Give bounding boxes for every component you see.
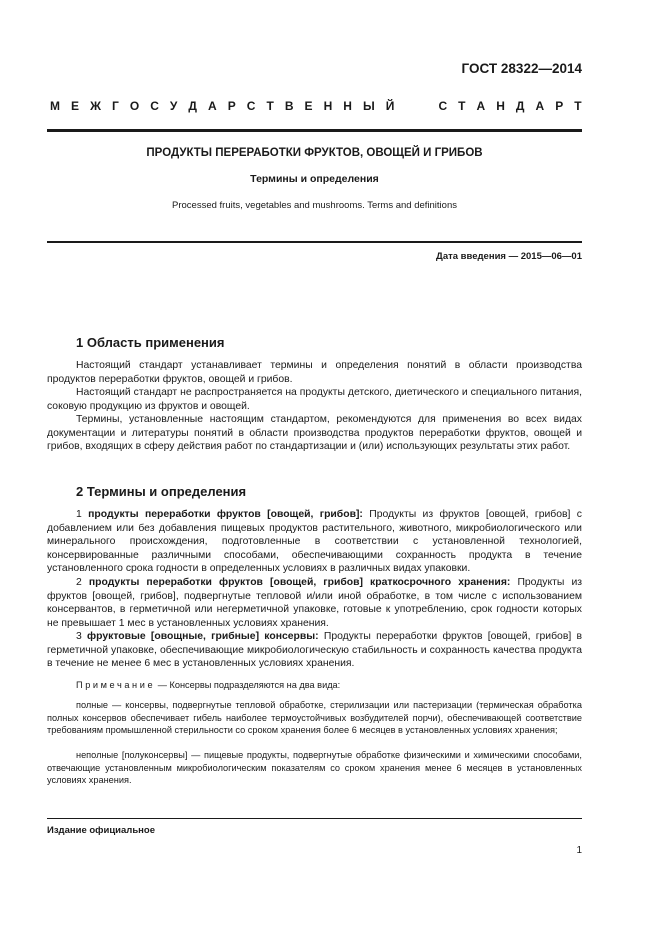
term-3-name: фруктовые [овощные, грибные] консервы:: [87, 631, 319, 642]
heading-letter: С: [246, 99, 256, 113]
heading-letter: Д: [515, 99, 525, 113]
term-2: [47, 576, 582, 630]
heading-letter: М: [50, 99, 60, 113]
term-3-definition: Продукты переработки фруктов [овощей, грибов] в герметичной упаковке, обеспечивающие микробиологическую стабильность и сохранность качества продукта в течение не менее 6 мес в установленных условиях хранения.: [47, 631, 583, 670]
term-2-number: 2: [76, 577, 82, 588]
edition-label: Издание официальное: [47, 825, 155, 836]
heading-letter: В: [284, 99, 294, 113]
section-1-heading: 1 Область применения: [76, 335, 225, 350]
heading-letter: Е: [304, 99, 313, 113]
heading-letter: Т: [574, 99, 582, 113]
section-1-paragraph-2: Настоящий стандарт не распространяется на продукты детского, диетического и специального питания, соковую продукцию из фруктов и овощей.: [47, 387, 582, 412]
note-heading: [76, 680, 340, 690]
heading-letter: С: [438, 99, 448, 113]
heading-letter: Н: [323, 99, 333, 113]
document-title: ПРОДУКТЫ ПЕРЕРАБОТКИ ФРУКТОВ, ОВОЩЕЙ И ГРИБОВ: [146, 147, 483, 159]
heading-letter: А: [535, 99, 545, 113]
term-3-number: 3: [76, 631, 82, 642]
introduction-date: Дата введения — 2015—06—01: [436, 251, 582, 262]
heading-letter: О: [129, 99, 140, 113]
heading-letter: А: [207, 99, 217, 113]
heading-letter: У: [169, 99, 178, 113]
header-rule: [47, 129, 582, 132]
document-subtitle: Термины и определения: [250, 173, 379, 185]
heading-letter: Е: [71, 99, 80, 113]
term-2-definition: Продукты из фруктов [овощей, грибов], подвергнутые тепловой и/или иной обработке, в том числе с использованием консервантов, в герметичной или негерметичной упаковке, готовые к употреблению, срок годности которых не превышает 1 мес в установленных условиях хранения.: [47, 577, 583, 629]
section-2-heading: 2 Термины и определения: [76, 484, 247, 499]
title-rule: [47, 241, 582, 243]
heading-letter: Р: [555, 99, 564, 113]
term-2-name: продукты переработки фруктов [овощей, грибов] краткосрочного хранения:: [88, 577, 511, 588]
heading-letter: Т: [458, 99, 466, 113]
note-label: Примечание: [76, 680, 156, 690]
note-intro: — Консервы подразделяются на два вида:: [155, 680, 341, 690]
heading-letter: Д: [188, 99, 197, 113]
section-1-paragraph-1: Настоящий стандарт устанавливает термины и определения понятий в области производства продуктов переработки фруктов, овощей и грибов.: [47, 360, 582, 385]
heading-letter: Р: [227, 99, 236, 113]
standard-type-heading: [50, 99, 582, 113]
heading-letter: Г: [111, 99, 119, 113]
heading-letter: Ж: [90, 99, 101, 113]
term-1-name: продукты переработки фруктов [овощей, грибов]:: [88, 509, 363, 520]
heading-letter: Н: [496, 99, 505, 113]
english-title: Processed fruits, vegetables and mushrooms. Terms and definitions: [172, 200, 457, 211]
note-paragraph-2: неполные [полуконсервы] — пищевые продукты, подвергнутые обработке физическими и химическими способами, отвечающие установленным микробиологическим показателям со сроком хранения менее 6 месяцев в установленных условиях хранения.: [47, 750, 582, 786]
term-1-definition: Продукты из фруктов [овощей, грибов] с добавлением или без добавления пищевых продуктов растительного, животного, микробиологического или минерального происхождения, подготовленные в соответствии с установленной технологией, консервированные различными способами, обеспечивающими сохранность продукта в течение установленного срока годности в определенных условиях в различных видах упаковки.: [47, 509, 582, 575]
note-paragraph-1: полные — консервы, подвергнутые тепловой обработке, стерилизации или пастеризации (термическая обработка полных консервов обеспечивает гибель наиболее термоустойчивых возбудителей порчи), обеспечивающей соответствие требованиям промышленной стерильности со сроком хранения более 6 месяцев в установленных условиях хранения;: [47, 700, 582, 736]
section-1-paragraph-3: Термины, установленные настоящим стандартом, рекомендуются для применения во всех видах документации и литературы понятий в области производства продуктов переработки фруктов, овощей и грибов, входящих в сферу действия работ по стандартизации и (или) использующих результаты этих работ.: [47, 414, 582, 453]
term-1: [47, 508, 582, 576]
footer-rule: [47, 818, 582, 819]
heading-letter: Й: [385, 99, 395, 113]
heading-gap: [405, 99, 427, 113]
term-3: [47, 630, 582, 671]
heading-letter: Ы: [362, 99, 375, 113]
heading-letter: А: [476, 99, 486, 113]
term-1-number: 1: [76, 509, 82, 520]
heading-letter: Т: [266, 99, 274, 113]
heading-letter: С: [150, 99, 159, 113]
heading-letter: Н: [343, 99, 352, 113]
page-number: 1: [576, 845, 582, 856]
gost-code: ГОСТ 28322—2014: [461, 61, 582, 76]
